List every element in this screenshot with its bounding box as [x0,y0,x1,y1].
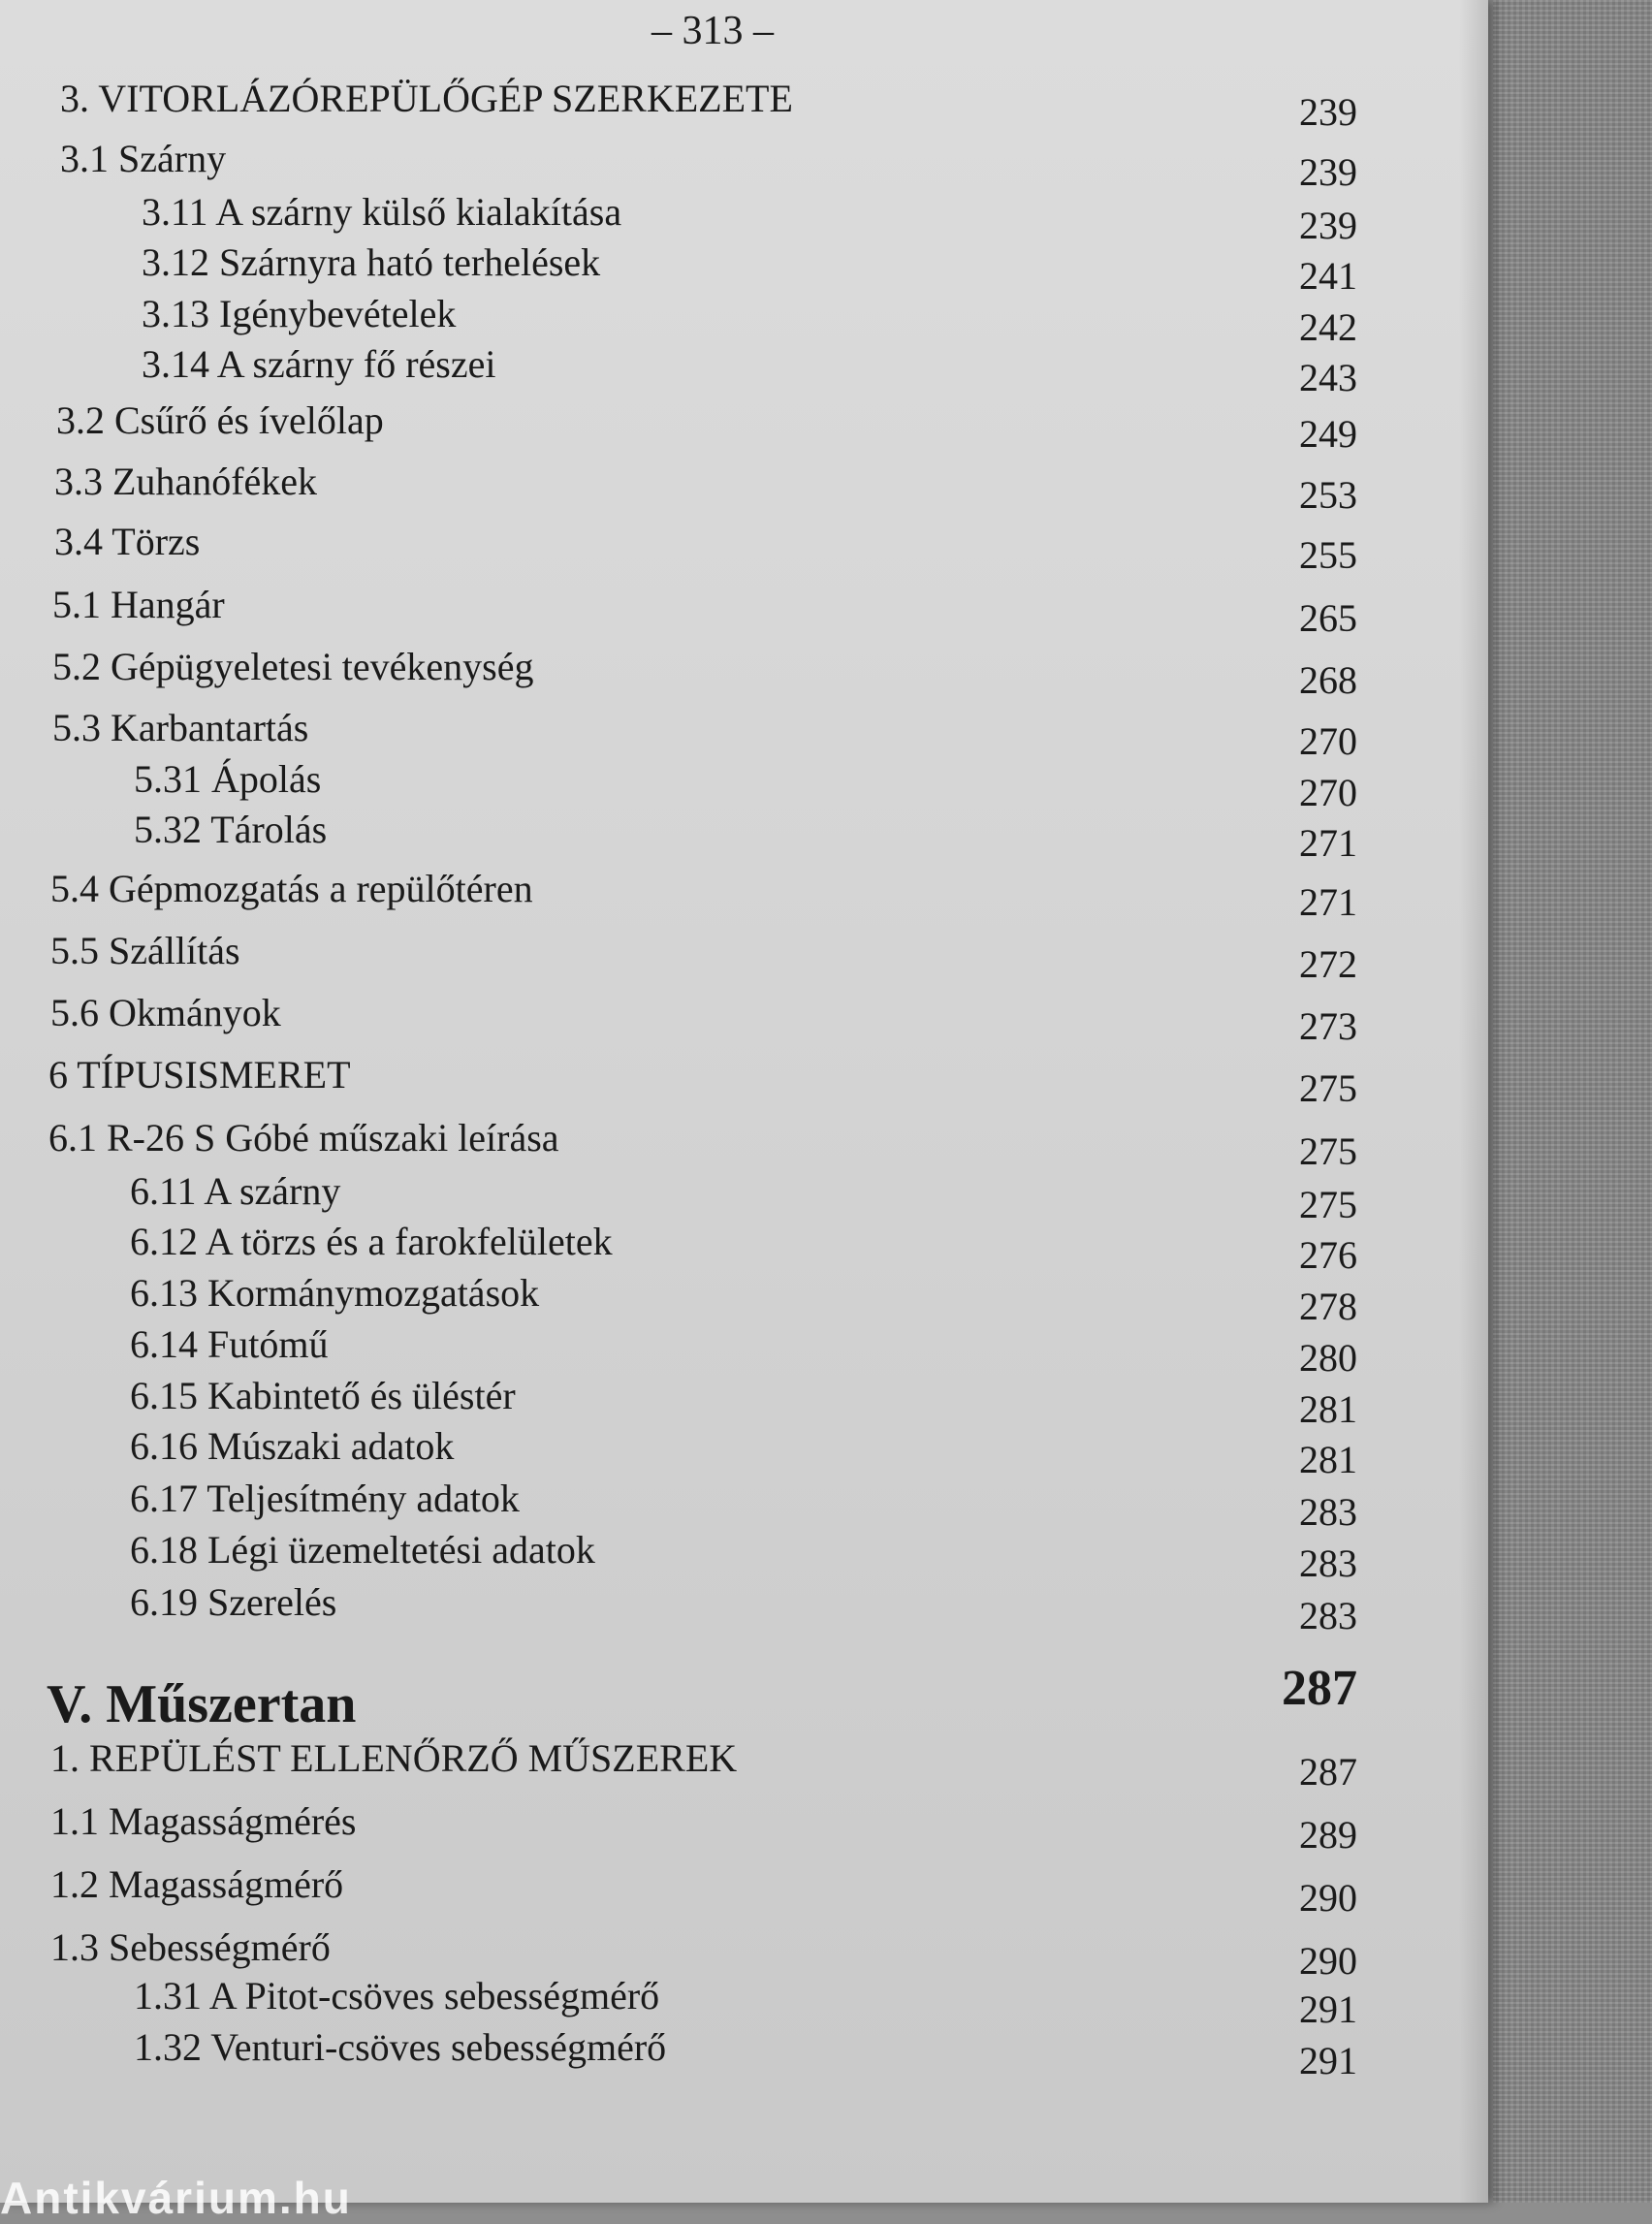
toc-entry-title: 6.13 Kormánymozgatások [130,1271,540,1315]
toc-entry [0,1735,1357,1794]
toc-subentry [0,291,1357,349]
toc-entry-page: 291 [1299,1987,1357,2031]
toc-entry-title: 6 TÍPUSISMERET [48,1053,351,1096]
toc-entry-page: 275 [1299,1183,1357,1226]
toc-entry-title: 5.4 Gépmozgatás a repülőtéren [50,867,533,910]
toc-entry [0,1924,1357,1983]
toc-entry-page: 241 [1299,254,1357,298]
toc-entry-title: 6.18 Légi üzemeltetési adatok [130,1528,595,1572]
toc-entry-title: 5.32 Tárolás [134,808,328,851]
toc-entry-title: 6.12 A törzs és a farokfelületek [130,1220,613,1263]
toc-entry-page: 253 [1299,473,1357,517]
toc-subentry [0,1270,1357,1328]
toc-entry-title: 6.19 Szerelés [130,1580,337,1624]
toc-entry-page: 243 [1299,356,1357,399]
toc-entry-title: 6.17 Teljesítmény adatok [130,1477,520,1520]
toc-subentry [0,1423,1357,1481]
toc-entry [0,136,1357,194]
toc-entry-title: 1.1 Magasságmérés [50,1799,357,1843]
toc-entry-title: 5.5 Szállítás [50,929,240,972]
toc-entry [0,928,1357,986]
toc-entry-title: 1.2 Magasságmérő [50,1862,344,1906]
toc-entry-page: 278 [1299,1285,1357,1328]
toc-subentry [0,1579,1357,1637]
toc-entry-title: 1.3 Sebességmérő [50,1925,331,1969]
toc-entry-title: 3.11 A szárny külső kialakítása [142,190,622,234]
toc-entry [0,397,1357,456]
toc-entry-page: 273 [1299,1004,1357,1048]
toc-entry [0,644,1357,702]
toc-entry-page: 287 [1299,1750,1357,1794]
toc-entry-title: 6.16 Múszaki adatok [130,1424,455,1468]
toc-entry-page: 276 [1299,1233,1357,1277]
toc-entry-page: 249 [1299,412,1357,456]
toc-entry-page: 280 [1299,1336,1357,1380]
toc-entry-title: 6.14 Futómű [130,1322,329,1366]
toc-entry [0,1798,1357,1857]
toc-entry-page: 270 [1299,719,1357,763]
toc-entry-page: 270 [1299,771,1357,814]
toc-entry-title: 3.14 A szárny fő részei [142,342,496,386]
toc-entry-title: 1.32 Venturi-csöves sebességmérő [134,2025,667,2069]
toc-subentry [0,1973,1357,2031]
page-edge-shadow [1459,0,1488,2203]
toc-entry-page: 291 [1299,2039,1357,2082]
toc-entry-page: 268 [1299,658,1357,702]
toc-entry-title: 3.4 Törzs [54,520,201,563]
toc-entry-page: 275 [1299,1129,1357,1173]
toc-entry-page: 239 [1299,204,1357,247]
watermark-text: Antikvárium.hu [0,2173,352,2223]
toc-entry [0,1115,1357,1173]
toc-subentry [0,1476,1357,1534]
toc-entry [0,76,1357,134]
toc-entry-page: 255 [1299,533,1357,577]
toc-entry-title: 5.31 Ápolás [134,757,322,801]
toc-entry [0,705,1357,763]
toc-entry-title: 6.15 Kabintető és üléstér [130,1374,516,1417]
page-number: – 313 – [651,9,774,53]
toc-entry-title: 3.12 Szárnyra ható terhelések [142,240,601,284]
toc-entry-title: 6.1 R-26 S Góbé műszaki leírása [48,1116,559,1160]
toc-entry-title: 5.3 Karbantartás [52,706,309,749]
toc-subentry [0,1168,1357,1226]
toc-entry-page: 283 [1299,1541,1357,1585]
toc-subentry [0,756,1357,814]
toc-chapter-heading [0,1660,1357,1734]
toc-entry-page: 290 [1299,1876,1357,1920]
toc-entry-title: 5.1 Hangár [52,583,225,626]
toc-entry-title: V. Műszertan [47,1674,357,1734]
background-surface [1493,0,1652,2203]
toc-entry-title: 3.2 Csűrő és ívelőlap [56,398,384,442]
toc-entry-page: 271 [1299,821,1357,865]
toc-subentry [0,1527,1357,1585]
toc-entry-page: 289 [1299,1813,1357,1857]
toc-entry-page: 283 [1299,1594,1357,1637]
toc-entry [0,582,1357,640]
toc-entry [0,990,1357,1048]
toc-entry-title: 3.13 Igénybevételek [142,292,457,335]
toc-entry-page: 242 [1299,305,1357,349]
toc-entry-page: 239 [1299,90,1357,134]
toc-entry-title: 3.1 Szárny [60,137,227,180]
toc-entry-page: 290 [1299,1939,1357,1983]
toc-subentry [0,1321,1357,1380]
toc-subentry [0,189,1357,247]
toc-subentry [0,239,1357,298]
toc-subentry [0,341,1357,399]
toc-entry [0,1861,1357,1920]
toc-subentry [0,807,1357,865]
toc-entry-page: 275 [1299,1066,1357,1110]
toc-entry-title: 1.31 A Pitot-csöves sebességmérő [134,1974,660,2017]
toc-entry-page: 271 [1299,880,1357,924]
toc-entry-title: 3. VITORLÁZÓREPÜLŐGÉP SZERKEZETE [60,77,793,120]
toc-entry-title: 5.2 Gépügyeletesi tevékenység [52,645,534,688]
toc-entry [0,519,1357,577]
toc-entry-title: 6.11 A szárny [130,1169,341,1213]
toc-entry-page: 239 [1299,150,1357,194]
toc-entry-page: 272 [1299,942,1357,986]
toc-entry-title: 3.3 Zuhanófékek [54,460,318,503]
toc-entry-page: 281 [1299,1387,1357,1431]
toc-entry [0,866,1357,924]
toc-entry-page: 287 [1282,1661,1357,1716]
toc-entry-title: 5.6 Okmányok [50,991,281,1034]
toc-subentry [0,1219,1357,1277]
toc-entry [0,1052,1357,1110]
toc-entry [0,459,1357,517]
toc-entry-page: 281 [1299,1438,1357,1481]
toc-entry-title: 1. REPÜLÉST ELLENŐRZŐ MŰSZEREK [50,1736,738,1780]
toc-entry-page: 265 [1299,596,1357,640]
toc-subentry [0,2024,1357,2082]
toc-subentry [0,1373,1357,1431]
toc-entry-page: 283 [1299,1490,1357,1534]
